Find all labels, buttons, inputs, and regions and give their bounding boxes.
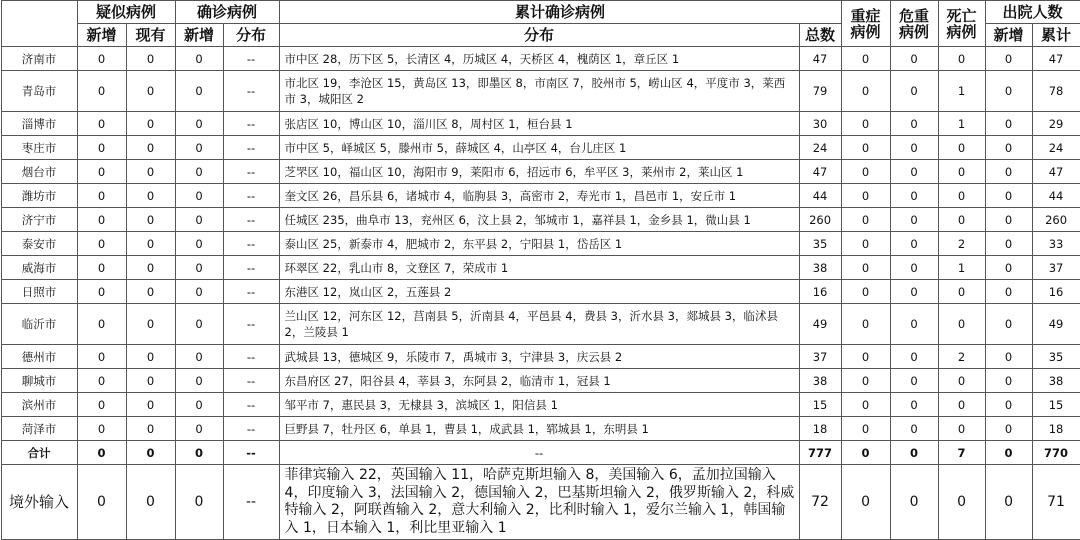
suspected-new: 0 (77, 369, 126, 393)
confirmed-distribution: -- (223, 136, 279, 160)
confirmed-new: 0 (175, 256, 223, 280)
imported-row (1, 465, 1080, 540)
suspected-new: 0 (77, 136, 126, 160)
confirmed-new: 0 (175, 160, 223, 184)
confirmed-new: 0 (175, 393, 223, 417)
city-name: 德州市 (1, 345, 77, 369)
critical-count: 0 (890, 256, 938, 280)
severe-count: 0 (841, 304, 890, 345)
table-row (1, 304, 1080, 345)
suspected-current: 0 (126, 112, 175, 136)
discharged-new: 0 (985, 71, 1032, 112)
total-row-label: 合计 (1, 441, 77, 465)
suspected-current: 0 (126, 256, 175, 280)
city-name: 济南市 (1, 47, 77, 71)
death-count: 0 (938, 184, 985, 208)
discharged-new: 0 (985, 160, 1032, 184)
header-suspected-new: 新增 (77, 24, 126, 47)
death-count: 0 (938, 417, 985, 441)
city-name: 滨州市 (1, 393, 77, 417)
severe-count: 0 (841, 184, 890, 208)
cumulative-distribution: 东港区 12，岚山区 2，五莲县 2 (279, 280, 799, 304)
discharged-total: 24 (1032, 136, 1080, 160)
imported-critical: 0 (890, 465, 938, 540)
suspected-current: 0 (126, 136, 175, 160)
severe-count: 0 (841, 280, 890, 304)
city-name: 泰安市 (1, 232, 77, 256)
discharged-total: 78 (1032, 71, 1080, 112)
suspected-new: 0 (77, 280, 126, 304)
discharged-new: 0 (985, 369, 1032, 393)
confirmed-distribution: -- (223, 71, 279, 112)
header-confirmed-new: 新增 (175, 24, 223, 47)
confirmed-new: 0 (175, 345, 223, 369)
death-count: 2 (938, 345, 985, 369)
suspected-current: 0 (126, 208, 175, 232)
confirmed-distribution: -- (223, 345, 279, 369)
cumulative-total: 38 (799, 256, 841, 280)
suspected-current: 0 (126, 280, 175, 304)
critical-count: 0 (890, 160, 938, 184)
total-cumulative-total: 777 (799, 441, 841, 465)
severe-count: 0 (841, 232, 890, 256)
critical-count: 0 (890, 112, 938, 136)
city-name: 枣庄市 (1, 136, 77, 160)
city-name: 菏泽市 (1, 417, 77, 441)
confirmed-new: 0 (175, 304, 223, 345)
cumulative-total: 37 (799, 345, 841, 369)
critical-count: 0 (890, 369, 938, 393)
cumulative-distribution: 任城区 235，曲阜市 13，兖州区 6，汶上县 2，邹城市 1，嘉祥县 1，金乡县 1，微山县 1 (279, 208, 799, 232)
severe-count: 0 (841, 393, 890, 417)
critical-count: 0 (890, 47, 938, 71)
imported-discharged-new: 0 (985, 465, 1032, 540)
confirmed-distribution: -- (223, 232, 279, 256)
suspected-new: 0 (77, 71, 126, 112)
total-discharged-total: 770 (1032, 441, 1080, 465)
table-row (1, 47, 1080, 71)
death-count: 1 (938, 71, 985, 112)
suspected-new: 0 (77, 184, 126, 208)
header-severe: 重症病例 (841, 1, 890, 47)
confirmed-new: 0 (175, 112, 223, 136)
suspected-new: 0 (77, 256, 126, 280)
imported-discharged-total: 71 (1032, 465, 1080, 540)
cumulative-distribution: 邹平市 7，惠民县 3，无棣县 3，滨城区 1，阳信县 1 (279, 393, 799, 417)
imported-row-label: 境外输入 (1, 465, 77, 540)
severe-count: 0 (841, 345, 890, 369)
critical-count: 0 (890, 304, 938, 345)
table-row (1, 393, 1080, 417)
header-discharged: 出院人数 (985, 1, 1080, 24)
critical-count: 0 (890, 71, 938, 112)
suspected-current: 0 (126, 184, 175, 208)
cumulative-total: 38 (799, 369, 841, 393)
table-row (1, 369, 1080, 393)
death-count: 0 (938, 304, 985, 345)
suspected-current: 0 (126, 393, 175, 417)
cumulative-total: 47 (799, 160, 841, 184)
total-confirmed-new: 0 (175, 441, 223, 465)
death-count: 0 (938, 369, 985, 393)
cumulative-distribution: 芝罘区 10，福山区 10，海阳市 9，莱阳市 6，招远市 6，牟平区 3，莱州市 2，莱山区 1 (279, 160, 799, 184)
suspected-current: 0 (126, 160, 175, 184)
total-critical: 0 (890, 441, 938, 465)
confirmed-new: 0 (175, 136, 223, 160)
severe-count: 0 (841, 369, 890, 393)
confirmed-distribution: -- (223, 208, 279, 232)
imported-cumulative-distribution: 菲律宾输入 22，英国输入 11，哈萨克斯坦输入 8，美国输入 6，孟加拉国输入 4，印度输入 3，法国输入 2，德国输入 2，巴基斯坦输入 2，俄罗斯输入 2，科威特输入 2，阿联酋输入 2，意大利输入 2，比利时输入 1，爱尔兰输入 1，韩国输入 1，日本输入 1，利比里亚输入 1 (279, 465, 799, 540)
cumulative-distribution: 东昌府区 27，阳谷县 4，莘县 3，东阿县 2，临清市 1，冠县 1 (279, 369, 799, 393)
confirmed-distribution: -- (223, 112, 279, 136)
header-discharged-total: 累计 (1032, 24, 1080, 47)
header-cumulative: 累计确诊病例 (279, 1, 841, 24)
suspected-current: 0 (126, 304, 175, 345)
header-confirmed: 确诊病例 (175, 1, 279, 24)
critical-count: 0 (890, 393, 938, 417)
table-row (1, 417, 1080, 441)
suspected-current: 0 (126, 232, 175, 256)
critical-count: 0 (890, 232, 938, 256)
cumulative-distribution: 兰山区 12，河东区 12，莒南县 5，沂南县 4，平邑县 4，费县 3，沂水县 3，郯城县 3，临沭县 2，兰陵县 1 (279, 304, 799, 345)
discharged-new: 0 (985, 47, 1032, 71)
imported-confirmed-distribution: -- (223, 465, 279, 540)
city-name: 潍坊市 (1, 184, 77, 208)
cumulative-distribution: 市北区 19，李沧区 15，黄岛区 13，即墨区 8，市南区 7，胶州市 5，崂山区 4，平度市 3，莱西市 3，城阳区 2 (279, 71, 799, 112)
cumulative-distribution: 巨野县 7，牡丹区 6，单县 1，曹县 1，成武县 1，郓城县 1，东明县 1 (279, 417, 799, 441)
cumulative-total: 44 (799, 184, 841, 208)
imported-severe: 0 (841, 465, 890, 540)
cumulative-total: 15 (799, 393, 841, 417)
header-critical: 危重病例 (890, 1, 938, 47)
discharged-total: 260 (1032, 208, 1080, 232)
header-confirmed-distribution: 分布 (223, 24, 279, 47)
discharged-total: 35 (1032, 345, 1080, 369)
discharged-new: 0 (985, 136, 1032, 160)
severe-count: 0 (841, 256, 890, 280)
discharged-total: 49 (1032, 304, 1080, 345)
death-count: 0 (938, 47, 985, 71)
critical-count: 0 (890, 184, 938, 208)
city-name: 威海市 (1, 256, 77, 280)
cumulative-distribution: 武城县 13，德城区 9，乐陵市 7，禹城市 3，宁津县 3，庆云县 2 (279, 345, 799, 369)
confirmed-new: 0 (175, 71, 223, 112)
discharged-new: 0 (985, 417, 1032, 441)
suspected-current: 0 (126, 71, 175, 112)
cumulative-total: 24 (799, 136, 841, 160)
imported-death: 0 (938, 465, 985, 540)
city-name: 济宁市 (1, 208, 77, 232)
suspected-new: 0 (77, 393, 126, 417)
confirmed-distribution: -- (223, 47, 279, 71)
discharged-total: 33 (1032, 232, 1080, 256)
confirmed-new: 0 (175, 232, 223, 256)
header-corner (1, 1, 77, 47)
confirmed-distribution: -- (223, 256, 279, 280)
cumulative-distribution: 泰山区 25，新泰市 4，肥城市 2，东平县 2，宁阳县 1，岱岳区 1 (279, 232, 799, 256)
confirmed-new: 0 (175, 369, 223, 393)
confirmed-distribution: -- (223, 393, 279, 417)
city-name: 淄博市 (1, 112, 77, 136)
suspected-new: 0 (77, 160, 126, 184)
city-name: 烟台市 (1, 160, 77, 184)
header-suspected-current: 现有 (126, 24, 175, 47)
header-suspected: 疑似病例 (77, 1, 175, 24)
discharged-total: 47 (1032, 47, 1080, 71)
confirmed-distribution: -- (223, 304, 279, 345)
table-row (1, 256, 1080, 280)
suspected-new: 0 (77, 112, 126, 136)
table-row (1, 208, 1080, 232)
discharged-new: 0 (985, 280, 1032, 304)
city-rows (1, 47, 1080, 441)
total-confirmed-distribution: -- (223, 441, 279, 465)
cumulative-distribution: 环翠区 22，乳山市 8，文登区 7，荣成市 1 (279, 256, 799, 280)
table-row (1, 136, 1080, 160)
discharged-new: 0 (985, 256, 1032, 280)
discharged-new: 0 (985, 345, 1032, 369)
cumulative-total: 49 (799, 304, 841, 345)
severe-count: 0 (841, 112, 890, 136)
critical-count: 0 (890, 208, 938, 232)
total-discharged-new: 0 (985, 441, 1032, 465)
severe-count: 0 (841, 160, 890, 184)
header-row-top (1, 1, 1080, 24)
confirmed-distribution: -- (223, 280, 279, 304)
confirmed-new: 0 (175, 47, 223, 71)
cumulative-total: 16 (799, 280, 841, 304)
cumulative-distribution: 市中区 5，峄城区 5，滕州市 5，薛城区 4，山亭区 4，台儿庄区 1 (279, 136, 799, 160)
total-death: 7 (938, 441, 985, 465)
death-count: 0 (938, 280, 985, 304)
death-count: 0 (938, 393, 985, 417)
cumulative-total: 79 (799, 71, 841, 112)
discharged-new: 0 (985, 304, 1032, 345)
death-count: 2 (938, 232, 985, 256)
suspected-current: 0 (126, 345, 175, 369)
severe-count: 0 (841, 47, 890, 71)
header-cumulative-distribution: 分布 (279, 24, 799, 47)
critical-count: 0 (890, 417, 938, 441)
discharged-total: 15 (1032, 393, 1080, 417)
severe-count: 0 (841, 417, 890, 441)
confirmed-distribution: -- (223, 417, 279, 441)
severe-count: 0 (841, 208, 890, 232)
suspected-current: 0 (126, 47, 175, 71)
table-row (1, 345, 1080, 369)
header-death: 死亡病例 (938, 1, 985, 47)
imported-suspected-current: 0 (126, 465, 175, 540)
suspected-current: 0 (126, 369, 175, 393)
severe-count: 0 (841, 71, 890, 112)
header-discharged-new: 新增 (985, 24, 1032, 47)
table-row (1, 184, 1080, 208)
discharged-total: 29 (1032, 112, 1080, 136)
discharged-new: 0 (985, 393, 1032, 417)
table-row (1, 71, 1080, 112)
imported-cumulative-total: 72 (799, 465, 841, 540)
discharged-total: 47 (1032, 160, 1080, 184)
cumulative-distribution: 奎文区 26，昌乐县 6，诸城市 4，临朐县 3，高密市 2，寿光市 1，昌邑市 1，安丘市 1 (279, 184, 799, 208)
discharged-total: 44 (1032, 184, 1080, 208)
total-suspected-current: 0 (126, 441, 175, 465)
cumulative-total: 260 (799, 208, 841, 232)
suspected-new: 0 (77, 232, 126, 256)
discharged-total: 18 (1032, 417, 1080, 441)
discharged-total: 38 (1032, 369, 1080, 393)
death-count: 0 (938, 208, 985, 232)
confirmed-new: 0 (175, 208, 223, 232)
discharged-new: 0 (985, 232, 1032, 256)
total-row (1, 441, 1080, 465)
death-count: 1 (938, 256, 985, 280)
confirmed-distribution: -- (223, 369, 279, 393)
suspected-new: 0 (77, 304, 126, 345)
discharged-new: 0 (985, 184, 1032, 208)
city-name: 聊城市 (1, 369, 77, 393)
covid-statistics-table (1, 0, 1080, 540)
cumulative-distribution: 张店区 10，博山区 10，淄川区 8，周村区 1，桓台县 1 (279, 112, 799, 136)
death-count: 1 (938, 112, 985, 136)
cumulative-total: 35 (799, 232, 841, 256)
critical-count: 0 (890, 280, 938, 304)
cumulative-total: 18 (799, 417, 841, 441)
table-row (1, 112, 1080, 136)
city-name: 青岛市 (1, 71, 77, 112)
imported-confirmed-new: 0 (175, 465, 223, 540)
confirmed-new: 0 (175, 417, 223, 441)
cumulative-distribution: 市中区 28，历下区 5，长清区 4，历城区 4，天桥区 4，槐荫区 1，章丘区 1 (279, 47, 799, 71)
total-severe: 0 (841, 441, 890, 465)
table-row (1, 280, 1080, 304)
confirmed-new: 0 (175, 184, 223, 208)
critical-count: 0 (890, 136, 938, 160)
suspected-new: 0 (77, 417, 126, 441)
confirmed-new: 0 (175, 280, 223, 304)
discharged-new: 0 (985, 208, 1032, 232)
discharged-new: 0 (985, 112, 1032, 136)
city-name: 日照市 (1, 280, 77, 304)
city-name: 临沂市 (1, 304, 77, 345)
imported-suspected-new: 0 (77, 465, 126, 540)
confirmed-distribution: -- (223, 160, 279, 184)
table-row (1, 160, 1080, 184)
total-cumulative-distribution: -- (279, 441, 799, 465)
suspected-new: 0 (77, 345, 126, 369)
severe-count: 0 (841, 136, 890, 160)
suspected-new: 0 (77, 208, 126, 232)
confirmed-distribution: -- (223, 184, 279, 208)
total-suspected-new: 0 (77, 441, 126, 465)
critical-count: 0 (890, 345, 938, 369)
discharged-total: 37 (1032, 256, 1080, 280)
cumulative-total: 30 (799, 112, 841, 136)
cumulative-total: 47 (799, 47, 841, 71)
death-count: 0 (938, 160, 985, 184)
suspected-current: 0 (126, 417, 175, 441)
death-count: 0 (938, 136, 985, 160)
discharged-total: 16 (1032, 280, 1080, 304)
header-cumulative-total: 总数 (799, 24, 841, 47)
suspected-new: 0 (77, 47, 126, 71)
table-row (1, 232, 1080, 256)
